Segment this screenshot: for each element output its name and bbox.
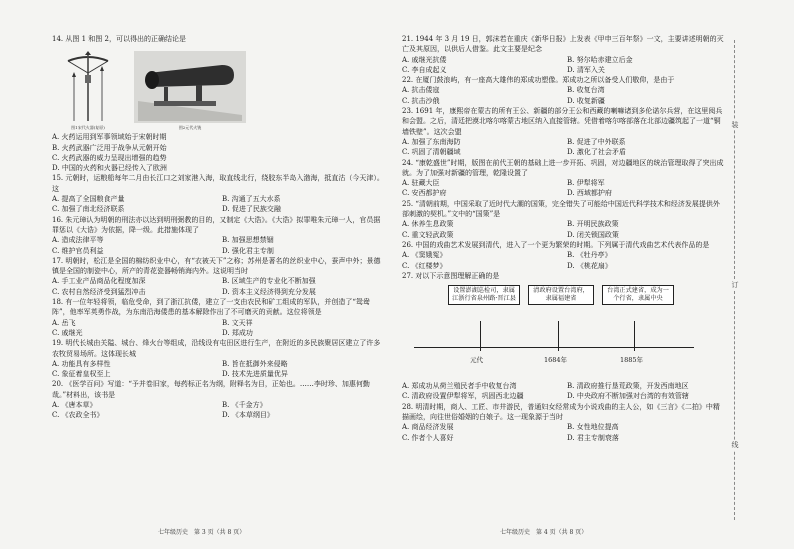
options [402, 178, 724, 199]
option-b: B. 伊犁将军 [567, 179, 605, 188]
timeline-label-1684: 1684年 [544, 356, 568, 365]
option-d: D. 《桃花扇》 [567, 261, 612, 270]
option-b: B. 开明民族政策 [567, 220, 619, 229]
left-page [52, 34, 384, 421]
question-stem: 26. 中国的戏曲艺术发展到清代，进入了一个更为繁荣的时期。下列属于清代戏曲艺术代表作品的是 [402, 240, 710, 249]
option-d: D. 西域都护府 [567, 189, 612, 198]
option-d: D. 《本草纲目》 [222, 411, 274, 420]
options [52, 235, 384, 256]
question-stem: 17. 明朝时，松江是全国的棉纺织业中心，有“衣被天下”之称；苏州是著名的丝织业中心，蚕声中外；景德镇是全国的制瓷中心，所产的青花瓷器畅销海内外。这说明当时 [52, 256, 381, 276]
option-d: D. 清军入关 [567, 65, 605, 74]
options [402, 422, 724, 443]
option-b: B. 火药武器广泛用于战争从元朝开始 [52, 143, 167, 152]
option-a: A. 造成法律平等 [52, 236, 104, 245]
option-d: D. 资本主义经济得到充分发展 [222, 287, 316, 296]
right-page-footer: 七年级历史 第 4 页（共 8 页） [500, 529, 588, 536]
option-a: A. 岳飞 [52, 318, 76, 327]
question-15 [52, 173, 384, 214]
option-a: A. 火药运用到军事领域始于宋朝时期 [52, 133, 167, 142]
left-page-footer: 七年级历史 第 3 页（共 8 页） [158, 529, 246, 536]
timeline-axis [414, 347, 694, 348]
option-b: B. 《千金方》 [222, 401, 267, 410]
option-b: B. 旨在抵御外来侵略 [222, 359, 288, 368]
timeline-box-1684: 清政府设置台湾府，隶属福建省 [528, 285, 594, 305]
option-a: A. 休养生息政策 [402, 220, 454, 229]
option-c: C. 清政府设置伊犁将军，巩固西北边疆 [402, 392, 524, 401]
option-d: D. 促进了民族交融 [222, 205, 281, 214]
binding-char: 线 [729, 440, 741, 450]
option-d: D. 技术先进质量优异 [222, 370, 288, 379]
option-c: C. 农村自然经济受到猛烈冲击 [52, 287, 146, 296]
binding-char: 订 [729, 280, 741, 290]
option-a: A. 手工业产品商品化程度加深 [52, 277, 146, 286]
options [402, 250, 724, 271]
question-stem: 14. 从图 1 和图 2，可以得出的正确结论是 [52, 35, 186, 43]
option-d: D. 闭关锁国政策 [567, 230, 619, 239]
option-c: C. 火药武器的威力呈现出增强的趋势 [52, 153, 167, 162]
question-19 [52, 338, 384, 379]
option-a: A. 驻藏大臣 [402, 179, 440, 188]
option-c: C. 《农政全书》 [52, 411, 104, 420]
question-17 [52, 256, 384, 297]
figure-2 [134, 51, 246, 130]
option-d: D. 收复新疆 [567, 96, 605, 105]
question-28 [402, 402, 724, 443]
options [402, 55, 724, 76]
question-18 [52, 297, 384, 338]
question-stem: 22. 在厦门鼓浪屿，有一座高大雄伟的郑成功塑像。郑成功之所以备受人们敬仰，是由于 [402, 76, 675, 85]
figure-1 [62, 51, 114, 130]
option-d: D. 中国的火药和火器已经传入了欧洲 [52, 164, 167, 173]
option-c: C. 作者个人喜好 [402, 433, 454, 442]
question-stem: 15. 元朝时，运粮船每年二月由长江口之刘家港入海，取直线北行，绕胶东半岛入渤海，抵直沽（今天津）。这 [52, 174, 384, 193]
options [52, 276, 384, 297]
question-27 [402, 271, 724, 402]
option-a: A. 戚继光抗倭 [402, 55, 447, 64]
option-c: C. 重文轻武政策 [402, 230, 454, 239]
question-22 [402, 75, 724, 106]
timeline-label-yuan: 元代 [470, 356, 483, 365]
option-a: A. 《窦娥冤》 [402, 251, 447, 260]
option-a: A. 抗击倭寇 [402, 86, 440, 95]
timeline-diagram [408, 283, 724, 379]
question-stem: 28. 明清时期，商人、工匠、市井游民，普通妇女经常成为小说戏曲的主人公，如《三言》《二拍》中精描画绘，向往世俗婚姻的白娘子。这一现象源于当时 [402, 402, 720, 422]
option-b: B. 促进了中外联系 [567, 137, 626, 146]
option-a: A. 商品经济发展 [402, 423, 454, 432]
option-b: B. 加强思想禁锢 [222, 236, 274, 245]
option-b: B. 女性地位提高 [567, 423, 619, 432]
timeline-connector [558, 321, 559, 343]
timeline-label-1885: 1885年 [620, 356, 644, 365]
options [52, 194, 384, 215]
option-b: B. 《牡丹亭》 [567, 251, 612, 260]
question-24 [402, 158, 724, 199]
option-a: A. 《唐本草》 [52, 401, 97, 410]
options [52, 400, 384, 421]
option-d: D. 中央政府不断加强对台湾的有效管辖 [567, 392, 689, 401]
question-25 [402, 199, 724, 240]
options [402, 137, 724, 158]
question-16 [52, 215, 384, 256]
option-c: C. 抗击沙俄 [402, 96, 440, 105]
options [402, 85, 724, 106]
question-20 [52, 379, 384, 420]
right-page [402, 34, 724, 443]
option-c: C. 象征着皇权至上 [52, 370, 111, 379]
timeline-tick [480, 343, 481, 351]
timeline-box-yuan: 设置澎湖巡检司，隶属江浙行省泉州路·晋江县 [448, 285, 520, 305]
timeline-box-1885: 台湾正式建省，成为一个行省，隶属中央 [602, 285, 674, 305]
option-d: D. 君主专制衰落 [567, 433, 619, 442]
option-c: C. 李自成起义 [402, 65, 447, 74]
figures [62, 46, 384, 130]
question-26 [402, 240, 724, 271]
timeline-connector [634, 321, 635, 343]
option-a: A. 功能具有多样性 [52, 359, 111, 368]
question-stem: 25. “清朝前期，中国采取了近时代大潮的国策，完全错失了可能给中国近代科学技术和经济发展提供外部刺激的契机。”文中的“国策”是 [402, 199, 720, 219]
question-23 [402, 106, 724, 157]
option-a: A. 加强了东南海防 [402, 137, 461, 146]
option-c: C. 安西都护府 [402, 189, 447, 198]
question-stem: 27. 对以下示意图理解正确的是 [402, 271, 500, 280]
option-a: A. 提高了全国粮食产量 [52, 195, 125, 204]
option-d: D. 激化了社会矛盾 [567, 148, 626, 157]
option-b: B. 收复台湾 [567, 86, 605, 95]
options [52, 359, 384, 380]
timeline-tick [558, 343, 559, 351]
question-stem: 18. 有一位年轻将领，临危受命，到了浙江抗倭，建立了一支由农民和矿工组成的军队，并创造了“鸳鸯阵”，他率军英勇作战，为东南沿海倭患的基本解除作出了不可磨灭的贡献。这位将领是 [52, 298, 370, 317]
option-c: C. 加强了南北经济联系 [52, 205, 125, 214]
question-14 [52, 34, 384, 173]
option-b: B. 努尔哈赤建立后金 [567, 55, 633, 64]
binding-char: 装 [729, 120, 741, 130]
timeline-tick [634, 343, 635, 351]
option-b: B. 清政府推行垦荒政策，开发西南地区 [567, 382, 689, 391]
option-c: C. 戚继光 [52, 328, 83, 337]
question-stem: 19. 明代长城由关隘、城台、烽火台等组成，沿线设有屯田区进行生产，在附近的多民族聚居区建立了许多农牧贸易场所。这体现长城 [52, 339, 381, 358]
question-stem: 20. 《医学百问》写道：“予并卷旧家，每药标正名为纲，附释名为目，正始也。……李时珍、加惠何勤哉。”材料出，该书是 [52, 380, 370, 399]
options [402, 219, 724, 240]
timeline-connector [480, 321, 481, 343]
option-b: B. 沟通了五大水系 [222, 195, 281, 204]
option-b: B. 文天祥 [222, 318, 253, 327]
crossbow-arrow-image [62, 51, 114, 123]
option-d: D. 郑成功 [222, 328, 253, 337]
binding-line [728, 40, 742, 520]
option-a: A. 郑成功从荷兰殖民者手中收复台湾 [402, 382, 517, 391]
options [402, 381, 724, 402]
question-stem: 23. 1691 年，康熙帝在蒙古的所有王公、新疆的部分王公和西藏的喇嘛诸到多伦诺尔兵营，在这里阅兵和会盟。之后，清廷把漠北喀尔喀蒙古地区纳入直接管辖。凭借着喀尔喀部落在北部边疆筑起了一道“铜墙铁壁”。这次会盟 [402, 107, 723, 136]
question-stem: 24. “康乾盛世”时期，版图在前代王朝的基础上进一步开拓、巩固，对边疆地区的统治管理取得了突出成就。为了加强对新疆的管理，乾隆设置了 [402, 158, 724, 177]
question-stem: 16. 朱元璋认为明朝的刑法亦以达到明刑弼教的目的，又制定《大诰》。《大诰》拟罪唯朱元璋一人，官员据罪惩以《大诰》为依据，降一级。此措施体现了 [52, 215, 381, 234]
option-b: B. 区域生产的专业化不断加强 [222, 277, 316, 286]
options [52, 318, 384, 339]
option-c: C. 维护官员利益 [52, 246, 104, 255]
question-21 [402, 34, 724, 75]
figure-2-caption: 图2元代火铳 [178, 125, 202, 131]
options [52, 132, 384, 173]
option-d: D. 强化君主专制 [222, 246, 274, 255]
fire-cannon-image [134, 51, 246, 123]
figure-1-caption: 图1宋代火器(复原) [71, 125, 105, 131]
option-c: C. 《红楼梦》 [402, 261, 447, 270]
question-stem: 21. 1944 年 3 月 19 日，郭沫若在重庆《新华日报》上发表《甲申三百年祭》一文，主要讲述明朝的灭亡及其原因，以供后人借鉴。此文主要是纪念 [402, 35, 724, 54]
option-c: C. 巩固了清朝疆域 [402, 148, 461, 157]
